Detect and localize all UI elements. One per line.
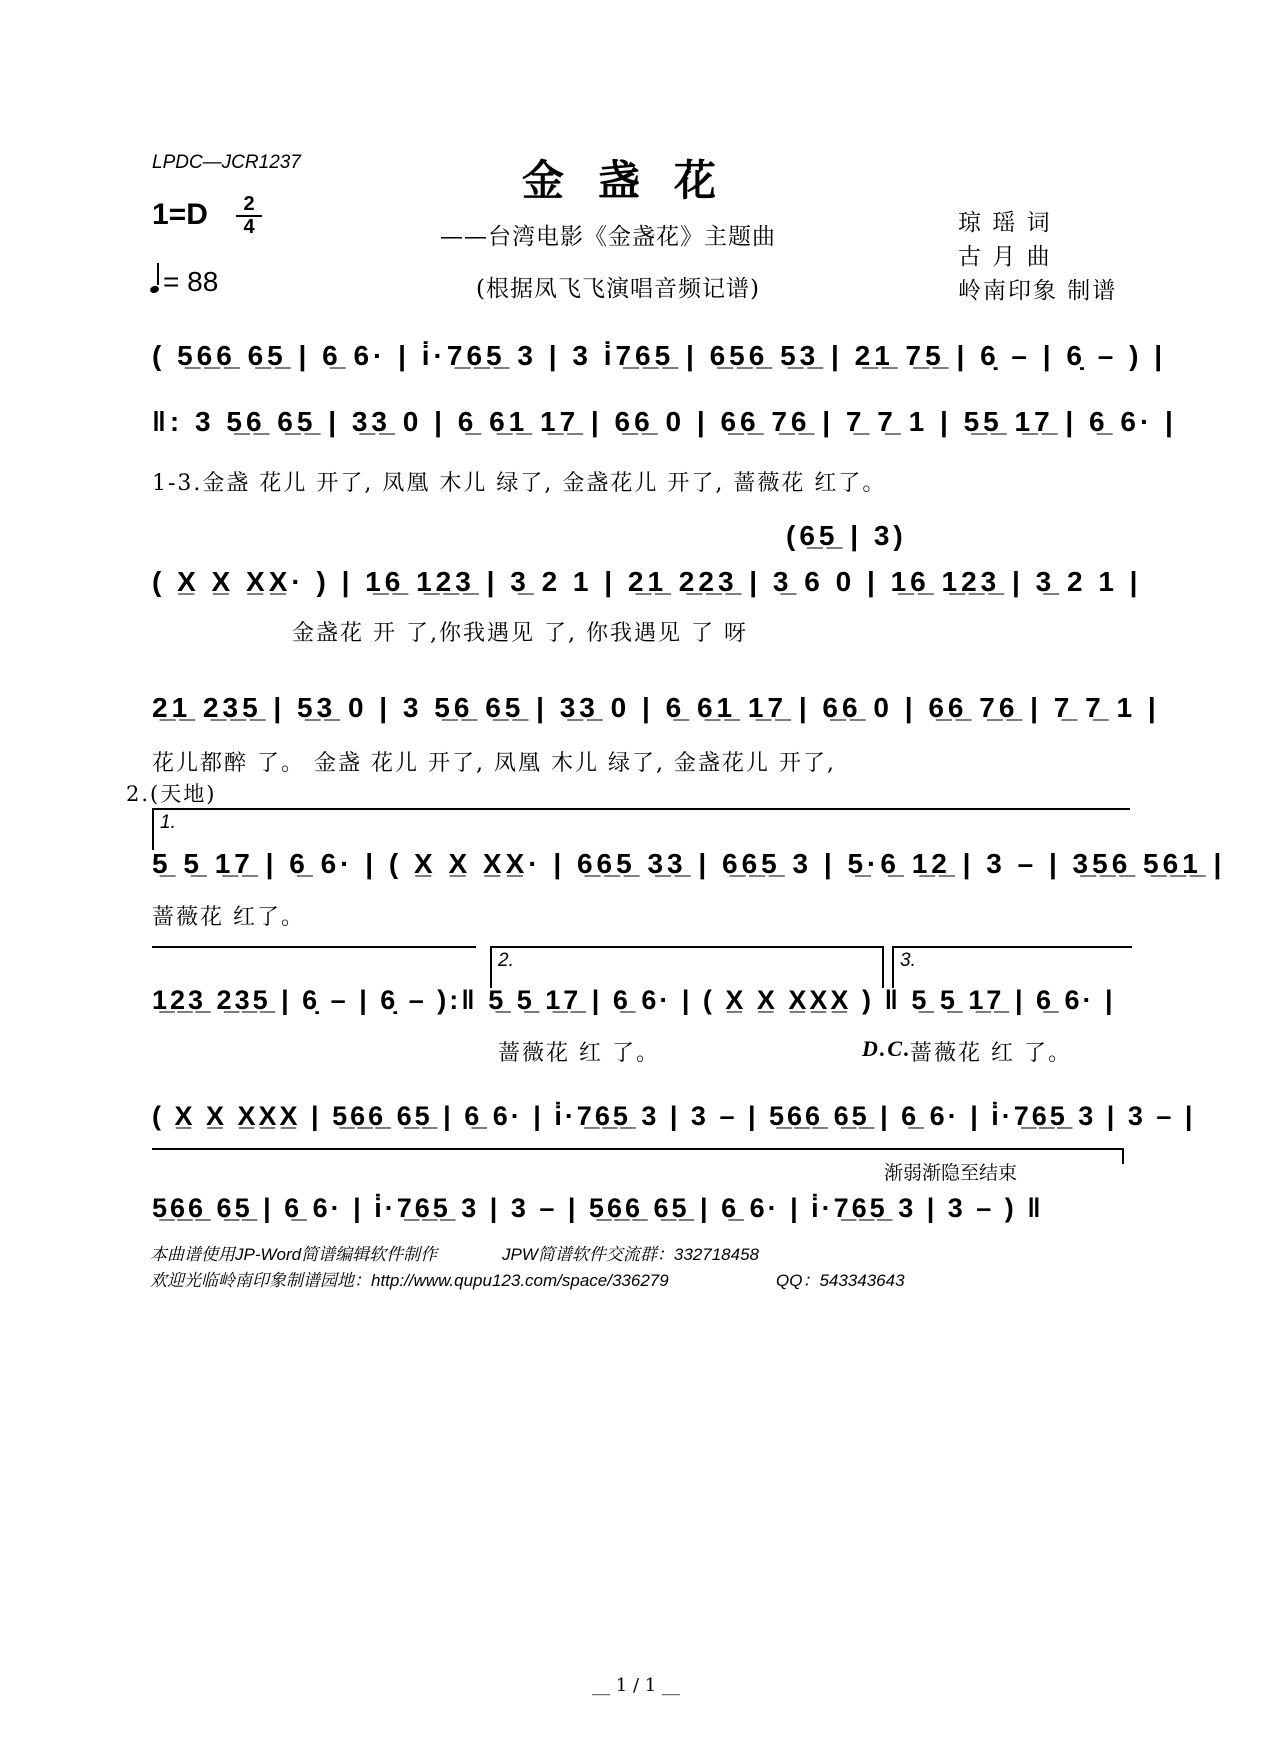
lyric-line-4: 蔷薇花 红了。 <box>152 905 305 930</box>
footer-qq: QQ：543343643 <box>776 1271 905 1290</box>
lyric-line-3: 花儿都醉 了。 金盏 花儿 开了, 凤凰 木儿 绿了, 金盏花儿 开了, <box>152 751 836 776</box>
lyric-line-2: 金盏花 开 了,你我遇见 了, 你我遇见 了 呀 <box>292 621 748 646</box>
tempo-marking <box>150 266 218 298</box>
tempo-value: = 88 <box>163 266 219 297</box>
score-row-intro: ( 5̲6̲6̲ 6̲5̲ | 6̲ 6· | i̇·7̲6̲5̲ 3 | 3 i̇7̲6̲5̲ | 6̲5̲6̲ 5̲3̲ | 2̲1̲ 7̲5̲ | 6̣ – | 6̣ – ) | <box>152 340 1167 371</box>
footer-group: JPW简谱软件交流群：332718458 <box>502 1245 759 1264</box>
score-row-verse-b: ( X̲ X̲ X̲X̲· ) | 1̲6̲ 1̲2̲3̲ | 3̲ 2 1 | 2̲1̲ 2̲2̲3̲ | 3̲ 6 0 | 1̲6̲ 1̲2̲3̲ | 3̲ 2 1 | <box>152 566 1142 597</box>
volta-2-label: 2. <box>498 950 514 971</box>
score-row-ending-1: 5̲ 5̲ 1̲7̲ | 6̲ 6· | ( X̲ X̲ X̲X̲· | 6̲6̲5̲ 3̲3̲ | 6̲6̲5̲ 3 | 5̲·6̲ 1̲2̲ | 3 – | 3̲5̲6̲ 5̲6̲1̲ | <box>152 848 1226 879</box>
catalog-number: LPDC—JCR1237 <box>152 152 301 173</box>
page-number: __ 1 / 1 __ <box>592 1675 680 1696</box>
meter-top: 2 <box>243 193 255 215</box>
volta-line-1 <box>152 808 1130 810</box>
footer-software: 本曲谱使用JP-Word简谱编辑软件制作 <box>150 1245 438 1264</box>
composer-credit: 古 月 曲 <box>958 244 1052 270</box>
footer-website[interactable]: 欢迎光临岭南印象制谱园地：http://www.qupu123.com/space/336279 <box>150 1271 669 1290</box>
key-signature: 1=D <box>152 198 208 231</box>
subtitle: ——台湾电影《金盏花》主题曲 <box>440 224 776 250</box>
verse-2-label: 2.(天地) <box>126 782 217 806</box>
volta-3-label: 3. <box>900 950 916 971</box>
score-row-ending-2-3: 1̲2̲3̲ 2̲3̲5̲ | 6̣ – | 6̣ – ):‖ 5̲ 5̲ 1̲7̲ | 6̲ 6· | ( X̲ X̲ X̲X̲X̲ ) ‖ 5̲ 5̲ 1̲7̲ | 6̲ 6· | <box>152 985 1116 1015</box>
da-capo-marking: D.C. <box>862 1036 912 1061</box>
lyric-line-5: 蔷薇花 红 了。 <box>498 1041 660 1066</box>
score-row-outro-a: ( X̲ X̲ X̲X̲X̲ | 5̲6̲6̲ 6̲5̲ | 6̲ 6· | i̇·7̲6̲5̲ 3 | 3 – | 5̲6̲6̲ 6̲5̲ | 6̲ 6· | i̇·7̲6̲5̲ 3 | 3 – | <box>152 1101 1196 1131</box>
fade-direction: 渐弱渐隐至结束 <box>884 1162 1018 1184</box>
fade-line <box>152 1148 1122 1150</box>
score-row-verse-c: 2̲1̲ 2̲3̲5̲ | 5̲3̲ 0 | 3 5̲6̲ 6̲5̲ | 3̲3̲ 0 | 6̲ 6̲1̲ 1̲7̲ | 6̲6̲ 0 | 6̲6̲ 7̲6̲ | 7̲ 7̲ 1 | <box>152 692 1160 723</box>
transcription-note: (根据凤飞飞演唱音频记谱) <box>476 276 760 302</box>
arranger-credit: 岭南印象 制谱 <box>958 278 1118 304</box>
lyricist-credit: 琼 瑶 词 <box>958 210 1052 236</box>
alternate-notes: (6̲5̲ | 3) <box>786 520 907 551</box>
song-title: 金盏花 <box>521 156 750 205</box>
score-row-outro-b: 5̲6̲6̲ 6̲5̲ | 6̲ 6· | i̇·7̲6̲5̲ 3 | 3 – | 5̲6̲6̲ 6̲5̲ | 6̲ 6· | i̇·7̲6̲5̲ 3 | 3 – ) ‖ <box>152 1193 1044 1223</box>
fade-line-end <box>1122 1148 1124 1164</box>
time-signature <box>236 194 262 238</box>
volta-1-label: 1. <box>160 812 176 833</box>
quarter-note-stem <box>157 263 159 285</box>
lyric-line-6: 蔷薇花 红 了。 <box>910 1041 1072 1066</box>
lyric-line-1: 1-3.金盏 花儿 开了, 凤凰 木儿 绿了, 金盏花儿 开了, 蔷薇花 红了。 <box>152 471 887 496</box>
volta-line-continued <box>152 946 476 948</box>
meter-bottom: 4 <box>236 215 262 238</box>
quarter-note-icon <box>149 285 160 295</box>
score-row-verse-a: ‖: 3 5̲6̲ 6̲5̲ | 3̲3̲ 0 | 6̲ 6̲1̲ 1̲7̲ | 6̲6̲ 0 | 6̲6̲ 7̲6̲ | 7̲ 7̲ 1 | 5̲5̲ 1̲7̲ | 6̲ 6· | <box>152 406 1177 437</box>
